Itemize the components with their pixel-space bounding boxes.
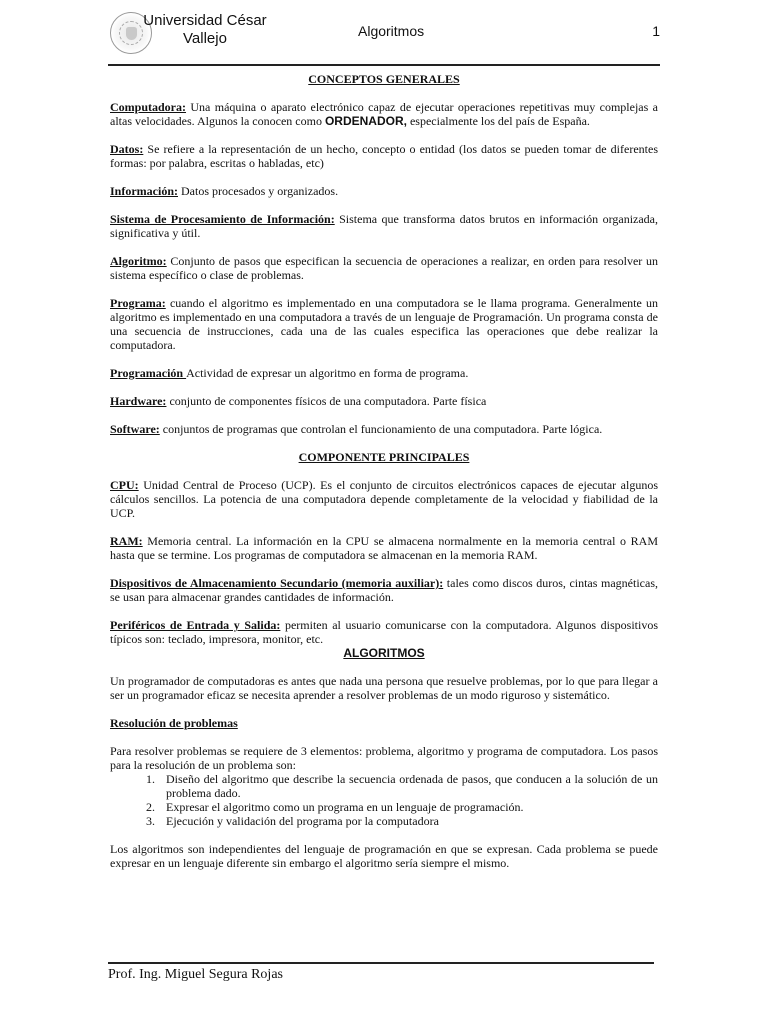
definition-term: Hardware: <box>110 394 167 408</box>
definition-term: Información: <box>110 184 178 198</box>
page-number: 1 <box>652 23 660 39</box>
definition-text: Actividad de expresar un algoritmo en forma de programa. <box>186 366 469 380</box>
definition-hardware <box>110 394 658 408</box>
definition-text: Se refiere a la representación de un hecho, concepto o entidad (los datos se pueden tomar de diferentes formas: por palabra, escritas o habladas, etc) <box>110 142 658 170</box>
definition-text: Sistema que transforma datos brutos en información organizada, significativa y útil. <box>110 212 659 240</box>
definition-term: Datos: <box>110 142 144 156</box>
page-footer <box>108 962 654 983</box>
component-perifericos <box>110 618 658 646</box>
component-term: CPU: <box>110 478 139 492</box>
component-text: permiten al usuario comunicarse con la computadora. Algunos dispositivos típicos son: teclado, impresora, monitor, etc. <box>110 618 658 646</box>
definition-computadora <box>110 100 658 128</box>
definition-text: conjuntos de programas que controlan el funcionamiento de una computadora. Parte lógica. <box>159 422 603 436</box>
definition-term: Programación <box>110 366 187 380</box>
component-text: tales como discos duros, cintas magnéticas, se usan para almacenar grandes cantidades de información. <box>110 576 658 604</box>
document-title: Algoritmos <box>358 23 425 39</box>
page-header <box>108 8 660 66</box>
definition-text: Datos procesados y organizados. <box>178 184 339 198</box>
institution-line-2: Vallejo <box>183 30 227 47</box>
algoritmos-intro: Un programador de computadoras es antes que nada una persona que resuelve problemas, por lo que para llegar a ser un programador eficaz se necesita aprender a resolver problemas de un modo riguroso y sistemático. <box>110 674 658 702</box>
definition-algoritmo <box>110 254 658 282</box>
list-item: 1. Diseño del algoritmo que describe la secuencia ordenada de pasos, que conducen a la solución de un problema dado. <box>158 772 658 800</box>
algoritmos-closing: Los algoritmos son independientes del lenguaje de programación en que se expresan. Cada problema se puede expresar en un lenguaje diferente sin embargo el algoritmo sería siempre el mismo. <box>110 842 658 870</box>
component-term: Dispositivos de Almacenamiento Secundario (memoria auxiliar): <box>110 576 444 590</box>
list-item: 2. Expresar el algoritmo como un programa en un lenguaje de programación. <box>158 800 658 814</box>
steps-intro: Para resolver problemas se requiere de 3 elementos: problema, algoritmo y programa de computadora. Los pasos para la resolución de un problema son: <box>110 744 658 772</box>
list-item: 3. Ejecución y validación del programa por la computadora <box>158 814 658 828</box>
section-title-algoritmos: ALGORITMOS <box>343 646 425 660</box>
definition-datos <box>110 142 658 170</box>
definition-term: Programa: <box>110 296 166 310</box>
component-term: RAM: <box>110 534 143 548</box>
definition-term: Computadora: <box>110 100 187 114</box>
section-title-componentes: COMPONENTE PRINCIPALES <box>298 450 470 464</box>
definition-software <box>110 422 658 436</box>
steps-list <box>110 772 658 828</box>
definition-term: Sistema de Procesamiento de Información: <box>110 212 335 226</box>
definition-text: cuando el algoritmo es implementado en una computadora se le llama programa. Generalmente un algoritmo es implementado en una computadora a través de un lenguaje de Programación. Un programa consta de una secuencia de instrucciones, cada una de las cuales especifica las operaciones que debe realizar la computadora. <box>110 296 658 352</box>
component-almacenamiento <box>110 576 658 604</box>
definition-bold: ORDENADOR, <box>324 114 407 128</box>
definition-text: Una máquina o aparato electrónico capaz de ejecutar operaciones repetitivas muy complejas a altas velocidades. Algunos la conocen como <box>110 100 658 128</box>
definition-text: Conjunto de pasos que especifican la secuencia de operaciones a realizar, en orden para resolver un sistema específico o clase de problemas. <box>110 254 658 282</box>
document-body <box>110 72 658 884</box>
definition-term: Algoritmo: <box>110 254 167 268</box>
component-cpu <box>110 478 658 520</box>
component-term: Periféricos de Entrada y Salida: <box>110 618 281 632</box>
component-ram <box>110 534 658 562</box>
footer-author: Prof. Ing. Miguel Segura Rojas <box>108 967 283 982</box>
definition-text: especialmente los del país de España. <box>406 114 590 128</box>
institution-name <box>130 12 280 48</box>
component-text: Unidad Central de Proceso (UCP). Es el conjunto de circuitos electrónicos capaces de ejecutar algunos cálculos sencillos. La potencia de una computadora depende completamente de la velocidad y fiabilidad de la UCP. <box>110 478 658 520</box>
definition-informacion <box>110 184 658 198</box>
definition-text: conjunto de componentes físicos de una computadora. Parte física <box>166 394 487 408</box>
subheading-resolucion: Resolución de problemas <box>110 716 238 730</box>
institution-line-1: Universidad César <box>143 12 267 29</box>
component-text: Memoria central. La información en la CPU se almacena normalmente en la memoria central o RAM hasta que se termine. Los programas de computadora se almacenan en la memoria RAM. <box>110 534 658 562</box>
definition-term: Software: <box>110 422 160 436</box>
definition-sistema <box>110 212 658 240</box>
section-title-conceptos: CONCEPTOS GENERALES <box>308 72 460 86</box>
definition-programacion <box>110 366 658 380</box>
definition-programa <box>110 296 658 352</box>
